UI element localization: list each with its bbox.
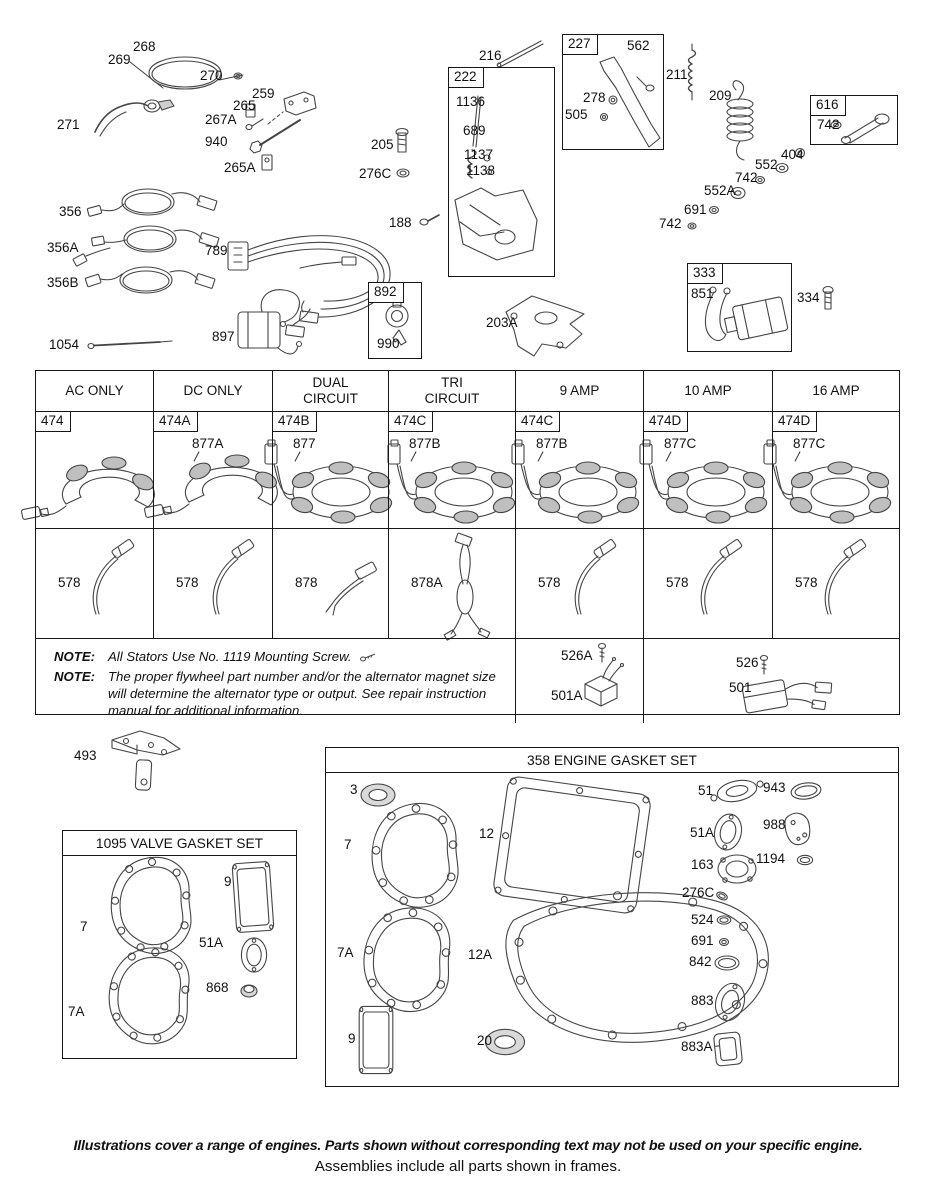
stator-cell-ac-only	[36, 412, 154, 529]
part-label-493: 493	[74, 748, 97, 763]
assembly-box-label: 474C	[389, 412, 433, 432]
part-label-526: 526	[736, 655, 759, 670]
part-label-562: 562	[627, 38, 650, 53]
part-label-216: 216	[479, 48, 502, 63]
part-drawing-691-nut	[710, 207, 719, 214]
part-drawing-188-screw	[420, 215, 439, 225]
part-label-877C: 877C	[664, 436, 697, 451]
part-label-578: 578	[176, 575, 199, 590]
lead-cell-10-amp	[644, 529, 773, 639]
part-label-278: 278	[583, 90, 606, 105]
part-label-205: 205	[371, 137, 394, 152]
valve-gasket-set-title: 1095 VALVE GASKET SET	[63, 831, 296, 856]
part-drawing-268-269-cable	[130, 57, 243, 89]
frame-227-label: 227	[563, 35, 598, 55]
frame-222	[448, 67, 555, 277]
part-label-877B: 877B	[409, 436, 441, 451]
regulator-cell	[644, 639, 899, 723]
part-drawing-940-bolt	[250, 120, 300, 153]
part-label-578: 578	[538, 575, 561, 590]
column-header-16-amp: 16 AMP	[773, 371, 899, 412]
part-label-578: 578	[58, 575, 81, 590]
part-drawing-209-spring	[727, 81, 753, 160]
stator-cell-dual-circuit	[273, 412, 389, 529]
engine-gasket-set-title: 358 ENGINE GASKET SET	[326, 748, 898, 773]
lead-cell-ac-only	[36, 529, 154, 639]
part-drawing-334-bolt	[823, 287, 833, 310]
part-label-356A: 356A	[47, 240, 79, 255]
part-label-578: 578	[795, 575, 818, 590]
part-label-334: 334	[797, 290, 820, 305]
part-label-883: 883	[691, 993, 714, 1008]
part-label-526A: 526A	[561, 648, 593, 663]
screw-icon	[360, 652, 378, 662]
part-label-943: 943	[763, 780, 786, 795]
assembly-box-label: 474D	[644, 412, 688, 432]
part-label-878: 878	[295, 575, 318, 590]
part-label-51A: 51A	[690, 825, 715, 840]
part-label-188: 188	[389, 215, 412, 230]
part-label-552: 552	[755, 157, 778, 172]
part-label-7: 7	[80, 919, 88, 934]
part-drawing-356A-wire	[73, 226, 219, 266]
assembly-box-label: 474D	[773, 412, 817, 432]
part-label-552A: 552A	[704, 183, 736, 198]
footer-disclaimer: Illustrations cover a range of engines. Parts shown without corresponding text may not be used on your specific engine.	[73, 1138, 863, 1154]
part-drawing-259-bracket	[268, 92, 316, 124]
part-label-1194: 1194	[756, 851, 786, 866]
part-label-742: 742	[735, 170, 758, 185]
part-label-51: 51	[698, 783, 714, 798]
note-label: NOTE:	[54, 669, 96, 685]
part-label-524: 524	[691, 912, 714, 927]
stator-cell-tri-circuit	[389, 412, 516, 529]
part-label-404: 404	[781, 147, 804, 162]
part-label-270: 270	[200, 68, 223, 83]
assembly-box-label: 474B	[273, 412, 317, 432]
part-label-940: 940	[205, 134, 228, 149]
part-drawing-216-rod	[497, 41, 543, 67]
part-label-990: 990	[377, 336, 400, 351]
part-label-9: 9	[224, 874, 232, 889]
stator-cell-10-amp	[644, 412, 773, 529]
part-drawing-356B-wire	[85, 267, 215, 293]
part-label-7A: 7A	[68, 1004, 85, 1019]
part-label-356: 356	[59, 204, 82, 219]
rectifier-cell	[516, 639, 644, 723]
part-label-877: 877	[293, 436, 316, 451]
part-drawing-404-nut	[796, 149, 805, 158]
part-drawing-265-clip	[246, 104, 255, 117]
part-drawing-552A-flange	[731, 188, 745, 199]
assembly-box-label: 474	[36, 412, 71, 432]
part-label-271: 271	[57, 117, 80, 132]
part-drawing-271-lever	[95, 100, 174, 136]
valve-gasket-set-box	[62, 830, 297, 1059]
part-label-3: 3	[350, 782, 358, 797]
alternator-table	[35, 370, 900, 719]
column-header-10-amp: 10 AMP	[644, 371, 773, 412]
part-drawing-789-harness	[228, 236, 390, 338]
part-drawing-211-spring	[689, 44, 696, 100]
part-label-7A: 7A	[337, 945, 354, 960]
assembly-box-label: 474A	[154, 412, 198, 432]
part-label-877B: 877B	[536, 436, 568, 451]
part-drawing-742-washer-b	[756, 177, 765, 184]
part-label-988: 988	[763, 817, 786, 832]
part-label-356B: 356B	[47, 275, 79, 290]
part-label-1138: 1138	[466, 163, 496, 178]
part-label-269: 269	[108, 52, 131, 67]
part-label-276C: 276C	[682, 885, 715, 900]
part-drawing-1054-tie	[88, 341, 172, 349]
footer-assemblies-note: Assemblies include all parts shown in frames.	[314, 1158, 622, 1175]
note-label: NOTE:	[54, 649, 96, 664]
part-label-897: 897	[212, 329, 235, 344]
part-label-1054: 1054	[49, 337, 80, 352]
part-label-12A: 12A	[468, 947, 493, 962]
part-label-203A: 203A	[486, 315, 518, 330]
part-label-7: 7	[344, 837, 352, 852]
column-header-dual-circuit: DUAL CIRCUIT	[273, 371, 389, 412]
part-label-691: 691	[684, 202, 707, 217]
part-drawing-493-bracket	[112, 731, 180, 790]
part-label-689: 689	[463, 123, 486, 138]
footer	[0, 1138, 936, 1175]
stator-cell-dc-only	[154, 412, 273, 529]
stator-cell-16-amp	[773, 412, 899, 529]
part-label-501: 501	[729, 680, 752, 695]
frame-222-label: 222	[449, 68, 484, 88]
part-label-1137: 1137	[464, 147, 494, 162]
lead-cell-dc-only	[154, 529, 273, 639]
part-label-877C: 877C	[793, 436, 826, 451]
part-label-265A: 265A	[224, 160, 256, 175]
assembly-box-label: 474C	[516, 412, 560, 432]
part-label-9: 9	[348, 1031, 356, 1046]
part-label-878A: 878A	[411, 575, 443, 590]
part-label-51A: 51A	[199, 935, 224, 950]
part-drawing-552-nut	[776, 164, 788, 173]
part-label-789: 789	[205, 243, 228, 258]
part-label-265: 265	[233, 98, 256, 113]
note-text: The proper flywheel part number and/or the alternator magnet size will determine the alternator type or output. See repair instruction manual for additional information.	[108, 669, 496, 719]
lead-cell-dual-circuit	[273, 529, 389, 639]
part-drawing-897-armature	[238, 290, 302, 354]
note-1	[54, 648, 505, 665]
column-header-9-amp: 9 AMP	[516, 371, 644, 412]
part-drawing-205-bolt	[396, 129, 408, 153]
lead-cell-9-amp	[516, 529, 644, 639]
frame-333-label: 333	[688, 264, 723, 284]
frame-892-label: 892	[369, 283, 404, 303]
part-label-868: 868	[206, 980, 229, 995]
part-label-883A: 883A	[681, 1039, 713, 1054]
part-label-163: 163	[691, 857, 714, 872]
part-drawing-742-washer-c	[688, 223, 696, 229]
engine-gasket-set-box	[325, 747, 899, 1087]
part-label-1136: 1136	[456, 94, 486, 109]
part-label-20: 20	[477, 1033, 493, 1048]
part-label-691: 691	[691, 933, 714, 948]
part-label-267A: 267A	[205, 112, 237, 127]
note-2	[54, 668, 505, 719]
part-label-742: 742	[659, 216, 682, 231]
frame-892	[368, 282, 422, 359]
part-label-505: 505	[565, 107, 588, 122]
part-label-578: 578	[666, 575, 689, 590]
column-header-tri-circuit: TRI CIRCUIT	[389, 371, 516, 412]
notes-cell	[36, 639, 516, 723]
part-label-209: 209	[709, 88, 732, 103]
column-header-dc-only: DC ONLY	[154, 371, 273, 412]
part-label-877A: 877A	[192, 436, 224, 451]
frame-616	[810, 95, 898, 145]
part-label-501A: 501A	[551, 688, 583, 703]
part-label-259: 259	[252, 86, 275, 101]
part-label-12: 12	[479, 826, 495, 841]
frame-333	[687, 263, 792, 352]
stator-cell-9-amp	[516, 412, 644, 529]
part-label-851: 851	[691, 286, 714, 301]
frame-616-label: 616	[811, 96, 846, 116]
part-label-268: 268	[133, 39, 156, 54]
frame-227	[562, 34, 664, 150]
part-drawing-267A-screw	[246, 119, 263, 130]
part-drawing-356-wire	[87, 189, 217, 216]
lead-cell-16-amp	[773, 529, 899, 639]
part-label-276C: 276C	[359, 166, 392, 181]
part-drawing-265A-clip	[262, 155, 272, 170]
note-text: All Stators Use No. 1119 Mounting Screw.	[108, 649, 352, 664]
part-label-211: 211	[666, 67, 688, 82]
lead-cell-tri-circuit	[389, 529, 516, 639]
part-label-742: 742	[817, 117, 840, 132]
part-drawing-203A-bracket	[506, 296, 584, 356]
column-header-ac-only: AC ONLY	[36, 371, 154, 412]
part-label-842: 842	[689, 954, 712, 969]
part-drawing-276C-washer	[397, 169, 409, 177]
